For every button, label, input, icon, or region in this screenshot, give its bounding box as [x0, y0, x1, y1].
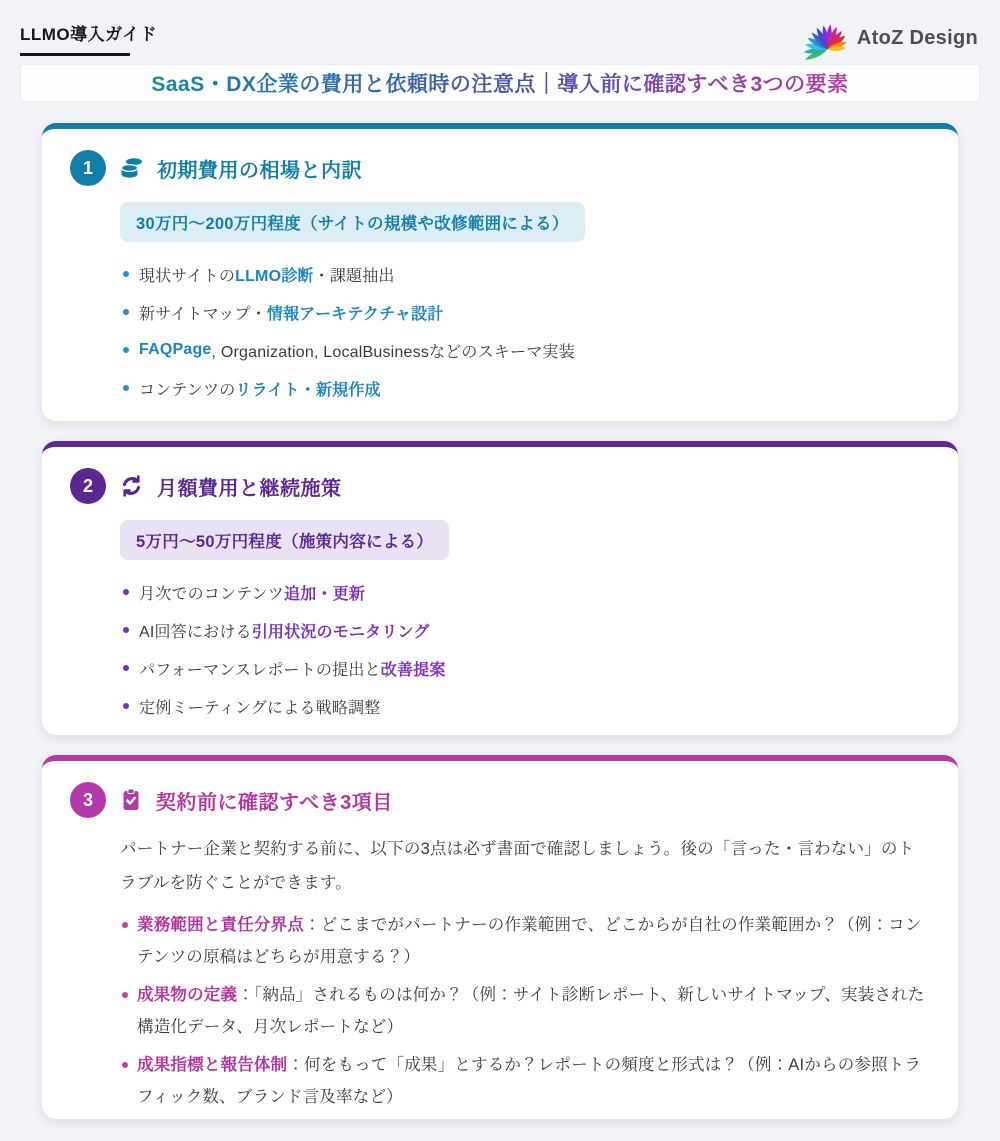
section-2-list — [120, 573, 930, 725]
brand-name: AtoZ Design — [856, 27, 978, 49]
list-item: 新サイトマップ・ 情報アーキテクチャ設計 — [120, 293, 930, 331]
list-item: パフォーマンスレポートの提出と 改善提案 — [120, 649, 930, 687]
list-item: 現状サイトの LLMO診断 ・課題抽出 — [120, 255, 930, 293]
section-3-intro: パートナー企業と契約する前に、以下の3点は必ず書面で確認しましょう。後の「言った・言わない」のトラブルを防ぐことができます。 — [120, 840, 915, 892]
clipboard-check-icon — [119, 788, 143, 812]
section-1-number-badge: 1 — [70, 150, 106, 186]
section-2-number-badge: 2 — [70, 468, 106, 504]
coins-icon — [119, 156, 144, 180]
section-1-list — [120, 255, 930, 407]
section-1-header — [70, 149, 930, 187]
section-3-list — [120, 909, 930, 1113]
page-header — [0, 0, 1000, 50]
section-3-header — [70, 781, 930, 819]
list-item: コンテンツの リライト・新規作成 — [120, 369, 930, 407]
list-item: 月次でのコンテンツ 追加・更新 — [120, 573, 930, 611]
section-initial-cost-card — [42, 123, 958, 421]
section-2-heading: 月額費用と継続施策 — [157, 477, 342, 500]
refresh-icon — [119, 474, 144, 498]
section-contract-check-card — [42, 755, 958, 1119]
section-monthly-cost-card — [42, 441, 958, 735]
section-2-price-badge: 5万円〜50万円程度（施策内容による） — [120, 520, 449, 560]
section-3-heading: 契約前に確認すべき3項目 — [156, 791, 393, 814]
list-item: 成果指標と報告体制：何をもって「成果」とするか？レポートの頻度と形式は？（例：AIからの参照トラフィック数、ブランド言及率など） — [120, 1049, 930, 1113]
section-1-price-badge: 30万円〜200万円程度（サイトの規模や改修範囲による） — [120, 202, 585, 242]
brand-logo — [789, 14, 978, 61]
list-item: 定例ミーティングによる戦略調整 — [120, 687, 930, 725]
list-item: 成果物の定義：「納品」されるものは何か？（例：サイト診断レポート、新しいサイトマップ、実装された構造化データ、月次レポートなど） — [120, 979, 930, 1043]
atoz-fan-logo-icon — [789, 16, 847, 61]
title-bar — [20, 64, 980, 102]
list-item: FAQPage , Organization, LocalBusinessなどのスキーマ実装 — [120, 331, 930, 369]
list-item: AI回答における 引用状況のモニタリング — [120, 611, 930, 649]
page-title: SaaS・DX企業の費用と依頼時の注意点｜導入前に確認すべき3つの要素 — [151, 68, 848, 98]
doc-label: LLMO導入ガイド — [20, 14, 157, 45]
section-3-number-badge: 3 — [70, 782, 106, 818]
section-2-header — [70, 467, 930, 505]
section-1-heading: 初期費用の相場と内訳 — [157, 159, 362, 182]
list-item: 業務範囲と責任分界点：どこまでがパートナーの作業範囲で、どこからが自社の作業範囲か？（例：コンテンツの原稿はどちらが用意する？） — [120, 909, 930, 973]
